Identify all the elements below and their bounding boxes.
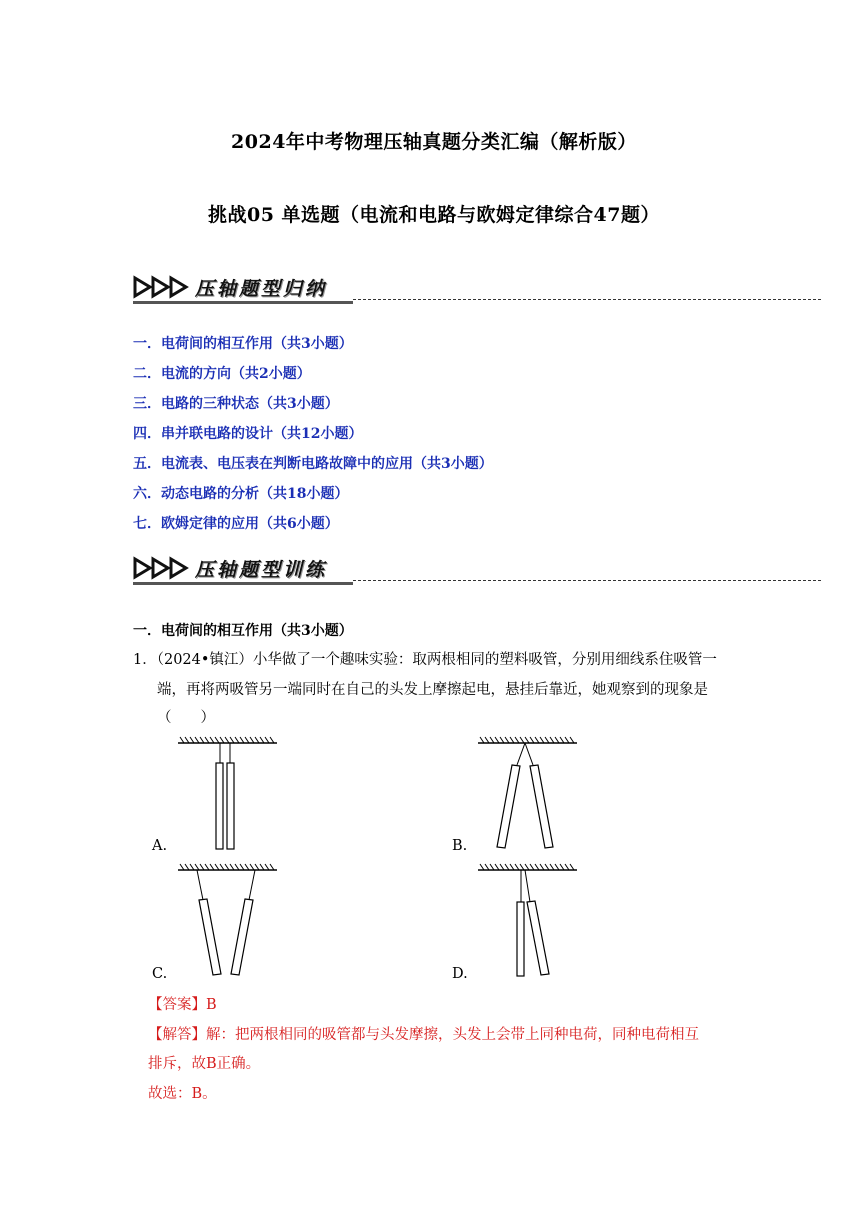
explanation-line: 排斥，故B正确。 bbox=[148, 1056, 261, 1072]
option-a-label[interactable]: A. bbox=[152, 838, 168, 854]
toc-item[interactable]: 四．串并联电路的设计（共12小题） bbox=[133, 426, 363, 442]
triple-arrow-icon bbox=[133, 556, 189, 580]
answer-line: 【答案】B bbox=[148, 997, 217, 1013]
document-subtitle: 挑战05 单选题（电流和电路与欧姆定律综合47题） bbox=[208, 204, 660, 226]
option-b-label[interactable]: B. bbox=[452, 838, 468, 854]
option-b-figure bbox=[475, 735, 585, 855]
summary-banner bbox=[133, 272, 821, 306]
explanation-line: 【解答】解：把两根相同的吸管都与头发摩擦，头发上会带上同种电荷，同种电荷相互 bbox=[148, 1027, 699, 1043]
option-a-figure bbox=[175, 735, 285, 855]
banner-text: 压轴题型训练 bbox=[195, 558, 328, 581]
section-heading: 一．电荷间的相互作用（共3小题） bbox=[133, 623, 353, 639]
training-banner bbox=[133, 553, 821, 587]
option-c-figure bbox=[175, 862, 285, 982]
dashed-rule bbox=[353, 580, 821, 581]
option-d-label[interactable]: D. bbox=[452, 966, 468, 982]
question-blank: （ ） bbox=[157, 710, 215, 726]
toc-item[interactable]: 六．动态电路的分析（共18小题） bbox=[133, 486, 349, 502]
banner-underline bbox=[133, 301, 353, 304]
table-of-contents bbox=[133, 329, 493, 539]
option-d-figure bbox=[475, 862, 585, 982]
dashed-rule bbox=[353, 299, 821, 300]
banner-underline bbox=[133, 582, 353, 585]
option-c-label[interactable]: C. bbox=[152, 966, 168, 982]
document-title: 2024年中考物理压轴真题分类汇编（解析版） bbox=[231, 131, 637, 153]
toc-item[interactable]: 三．电路的三种状态（共3小题） bbox=[133, 396, 339, 412]
banner-text: 压轴题型归纳 bbox=[195, 277, 328, 300]
triple-arrow-icon bbox=[133, 275, 189, 299]
toc-item[interactable]: 七．欧姆定律的应用（共6小题） bbox=[133, 516, 339, 532]
question-line: 1．（2024•镇江）小华做了一个趣味实验：取两根相同的塑料吸管，分别用细线系住吸管一 bbox=[133, 652, 717, 668]
toc-item[interactable]: 一．电荷间的相互作用（共3小题） bbox=[133, 336, 353, 352]
toc-item[interactable]: 二．电流的方向（共2小题） bbox=[133, 366, 311, 382]
toc-item[interactable]: 五．电流表、电压表在判断电路故障中的应用（共3小题） bbox=[133, 456, 493, 472]
choice-line: 故选：B。 bbox=[148, 1086, 217, 1102]
question-line: 端，再将两吸管另一端同时在自己的头发上摩擦起电，悬挂后靠近，她观察到的现象是 bbox=[157, 682, 708, 698]
